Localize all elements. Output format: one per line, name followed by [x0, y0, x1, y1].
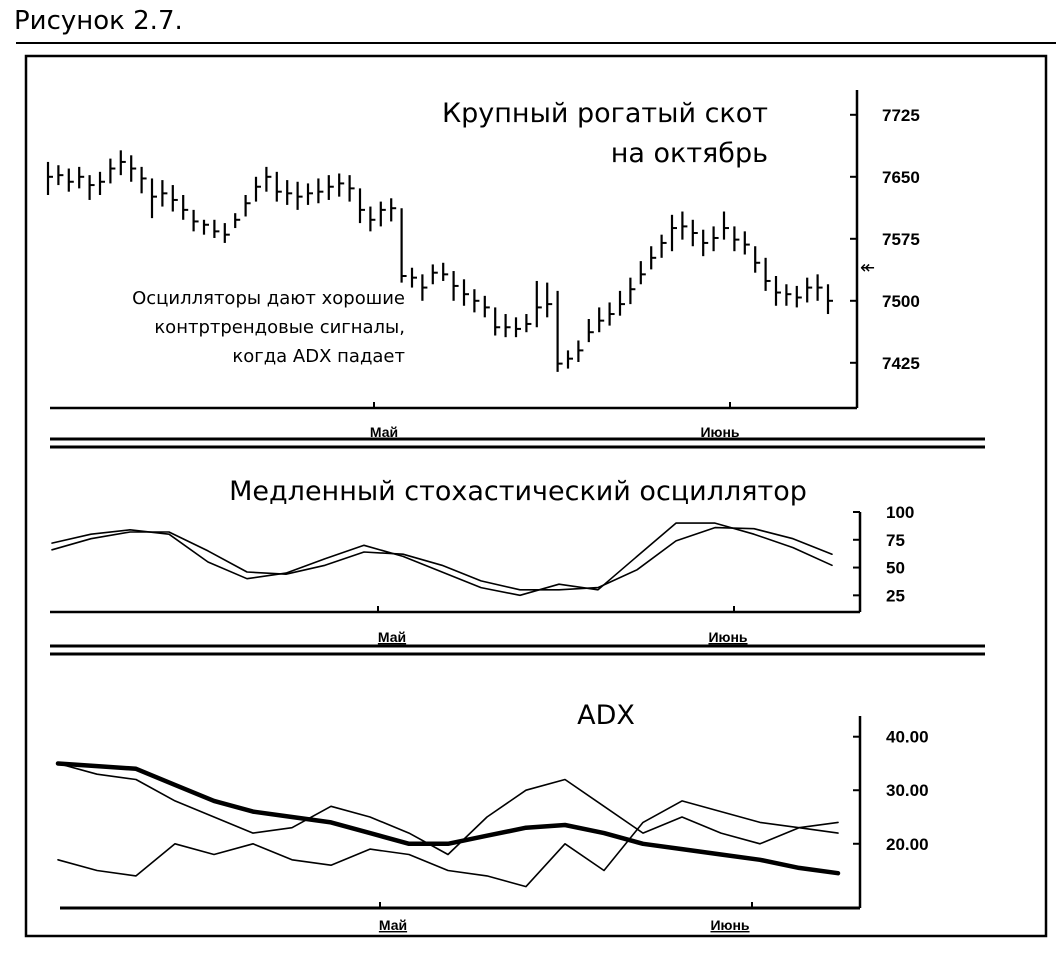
- price-bar: [818, 274, 823, 300]
- adx-ytick-label: 20.00: [886, 834, 929, 854]
- stochastic-title: Медленный стохастический осциллятор: [229, 476, 807, 507]
- price-bar: [433, 264, 438, 284]
- price-ytick-label: 7725: [882, 105, 920, 125]
- price-bar: [360, 188, 365, 223]
- price-bar: [225, 223, 230, 243]
- price-bar: [568, 350, 573, 368]
- adx-xlabel-may: Май: [378, 917, 408, 933]
- price-bar: [474, 289, 479, 312]
- price-xlabel-june: Июнь: [700, 424, 740, 440]
- price-bar: [256, 177, 261, 202]
- adx-ytick-label: 40.00: [886, 727, 929, 747]
- price-bar: [162, 180, 167, 206]
- price-bar: [641, 261, 646, 284]
- price-bar: [121, 150, 126, 175]
- price-bar: [589, 319, 594, 342]
- price-bar: [662, 235, 667, 258]
- price-bar: [69, 169, 74, 192]
- price-bar: [131, 155, 136, 181]
- price-bar: [766, 258, 771, 291]
- price-bar: [797, 286, 802, 307]
- price-bar: [693, 220, 698, 246]
- price-bar: [152, 178, 157, 218]
- price-bar: [506, 314, 511, 337]
- price-bar: [183, 195, 188, 220]
- price-bar: [537, 281, 542, 327]
- stoch-xlabel-may: Май: [377, 629, 407, 645]
- price-bar: [724, 212, 729, 240]
- price-bar: [630, 278, 635, 304]
- price-bar: [610, 302, 615, 325]
- price-bar: [526, 314, 531, 332]
- price-bar: [277, 172, 282, 202]
- price-title-line2: на октябрь: [610, 138, 768, 169]
- adx-panel: [58, 700, 929, 933]
- price-bar: [298, 182, 303, 210]
- price-bar: [578, 340, 583, 361]
- price-bar: [339, 173, 344, 196]
- stoch-ytick-label: 25: [886, 586, 905, 606]
- adx-series-adx: [58, 764, 838, 874]
- price-bar: [547, 283, 552, 318]
- last-price-arrow: ↞: [860, 257, 876, 279]
- price-bar: [828, 284, 833, 314]
- price-bar: [79, 167, 84, 188]
- stoch-series-d: [52, 528, 832, 590]
- stoch-xlabel-june: Июнь: [708, 629, 748, 645]
- price-bar: [703, 230, 708, 256]
- stoch-ytick-label: 100: [886, 503, 915, 522]
- panel-separator-2: [50, 646, 985, 654]
- panel-separator-1: [50, 439, 985, 447]
- price-bar: [755, 246, 760, 272]
- price-bar: [246, 195, 251, 216]
- annotation-line1: Осцилляторы дают хорошие: [132, 288, 405, 309]
- adx-title: ADX: [577, 700, 635, 731]
- price-ytick-label: 7425: [882, 353, 920, 373]
- price-ytick-label: 7500: [882, 291, 920, 311]
- price-xlabel-may: Май: [369, 424, 399, 440]
- price-bar: [412, 268, 417, 288]
- price-ytick-label: 7650: [882, 167, 920, 187]
- price-bar: [734, 226, 739, 251]
- price-bar: [443, 263, 448, 281]
- adx-xlabel-june: Июнь: [710, 917, 750, 933]
- price-bar: [266, 167, 271, 192]
- price-bar: [745, 231, 750, 254]
- price-bar: [485, 296, 490, 317]
- price-bar: [58, 165, 63, 185]
- stoch-ytick-label: 50: [886, 558, 905, 578]
- price-bar: [651, 246, 656, 269]
- price-bar: [454, 271, 459, 301]
- annotation-line3: когда ADX падает: [232, 346, 405, 367]
- price-panel: [48, 90, 920, 440]
- price-bar: [381, 202, 386, 227]
- price-bar: [672, 215, 677, 251]
- price-bar: [620, 291, 625, 316]
- price-bar: [142, 167, 147, 193]
- price-bar: [422, 274, 427, 300]
- price-bar: [599, 307, 604, 332]
- adx-series-di: [58, 764, 838, 855]
- price-bar: [204, 220, 209, 235]
- price-bar: [100, 172, 105, 195]
- price-bar: [48, 162, 53, 195]
- price-bar: [714, 226, 719, 251]
- annotation-line2: контртрендовые сигналы,: [154, 317, 405, 338]
- figure-caption: Рисунок 2.7.: [14, 6, 183, 36]
- price-bar: [90, 175, 95, 200]
- price-bar: [287, 180, 292, 205]
- price-bar: [235, 213, 240, 228]
- price-bar: [370, 207, 375, 232]
- price-bar: [329, 175, 334, 200]
- price-bar: [807, 278, 812, 303]
- price-bar: [318, 178, 323, 203]
- price-bar: [110, 159, 115, 184]
- price-bar: [350, 175, 355, 201]
- price-bar: [173, 185, 178, 211]
- price-bar: [495, 307, 500, 335]
- price-bar: [402, 208, 407, 282]
- price-bar: [682, 212, 687, 240]
- price-bar: [786, 284, 791, 305]
- price-title-line1: Крупный рогатый скот: [441, 98, 768, 129]
- stoch-series-k: [52, 523, 832, 595]
- price-bar: [391, 198, 396, 221]
- price-bar: [558, 291, 563, 372]
- price-bar: [194, 210, 199, 231]
- price-bar: [214, 220, 219, 238]
- stoch-ytick-label: 75: [886, 530, 905, 550]
- price-bar: [516, 317, 521, 337]
- price-bar: [464, 279, 469, 305]
- stochastic-panel: [50, 476, 914, 645]
- price-ytick-label: 7575: [882, 229, 920, 249]
- price-bar: [776, 276, 781, 306]
- adx-ytick-label: 30.00: [886, 781, 929, 801]
- price-bar: [308, 183, 313, 204]
